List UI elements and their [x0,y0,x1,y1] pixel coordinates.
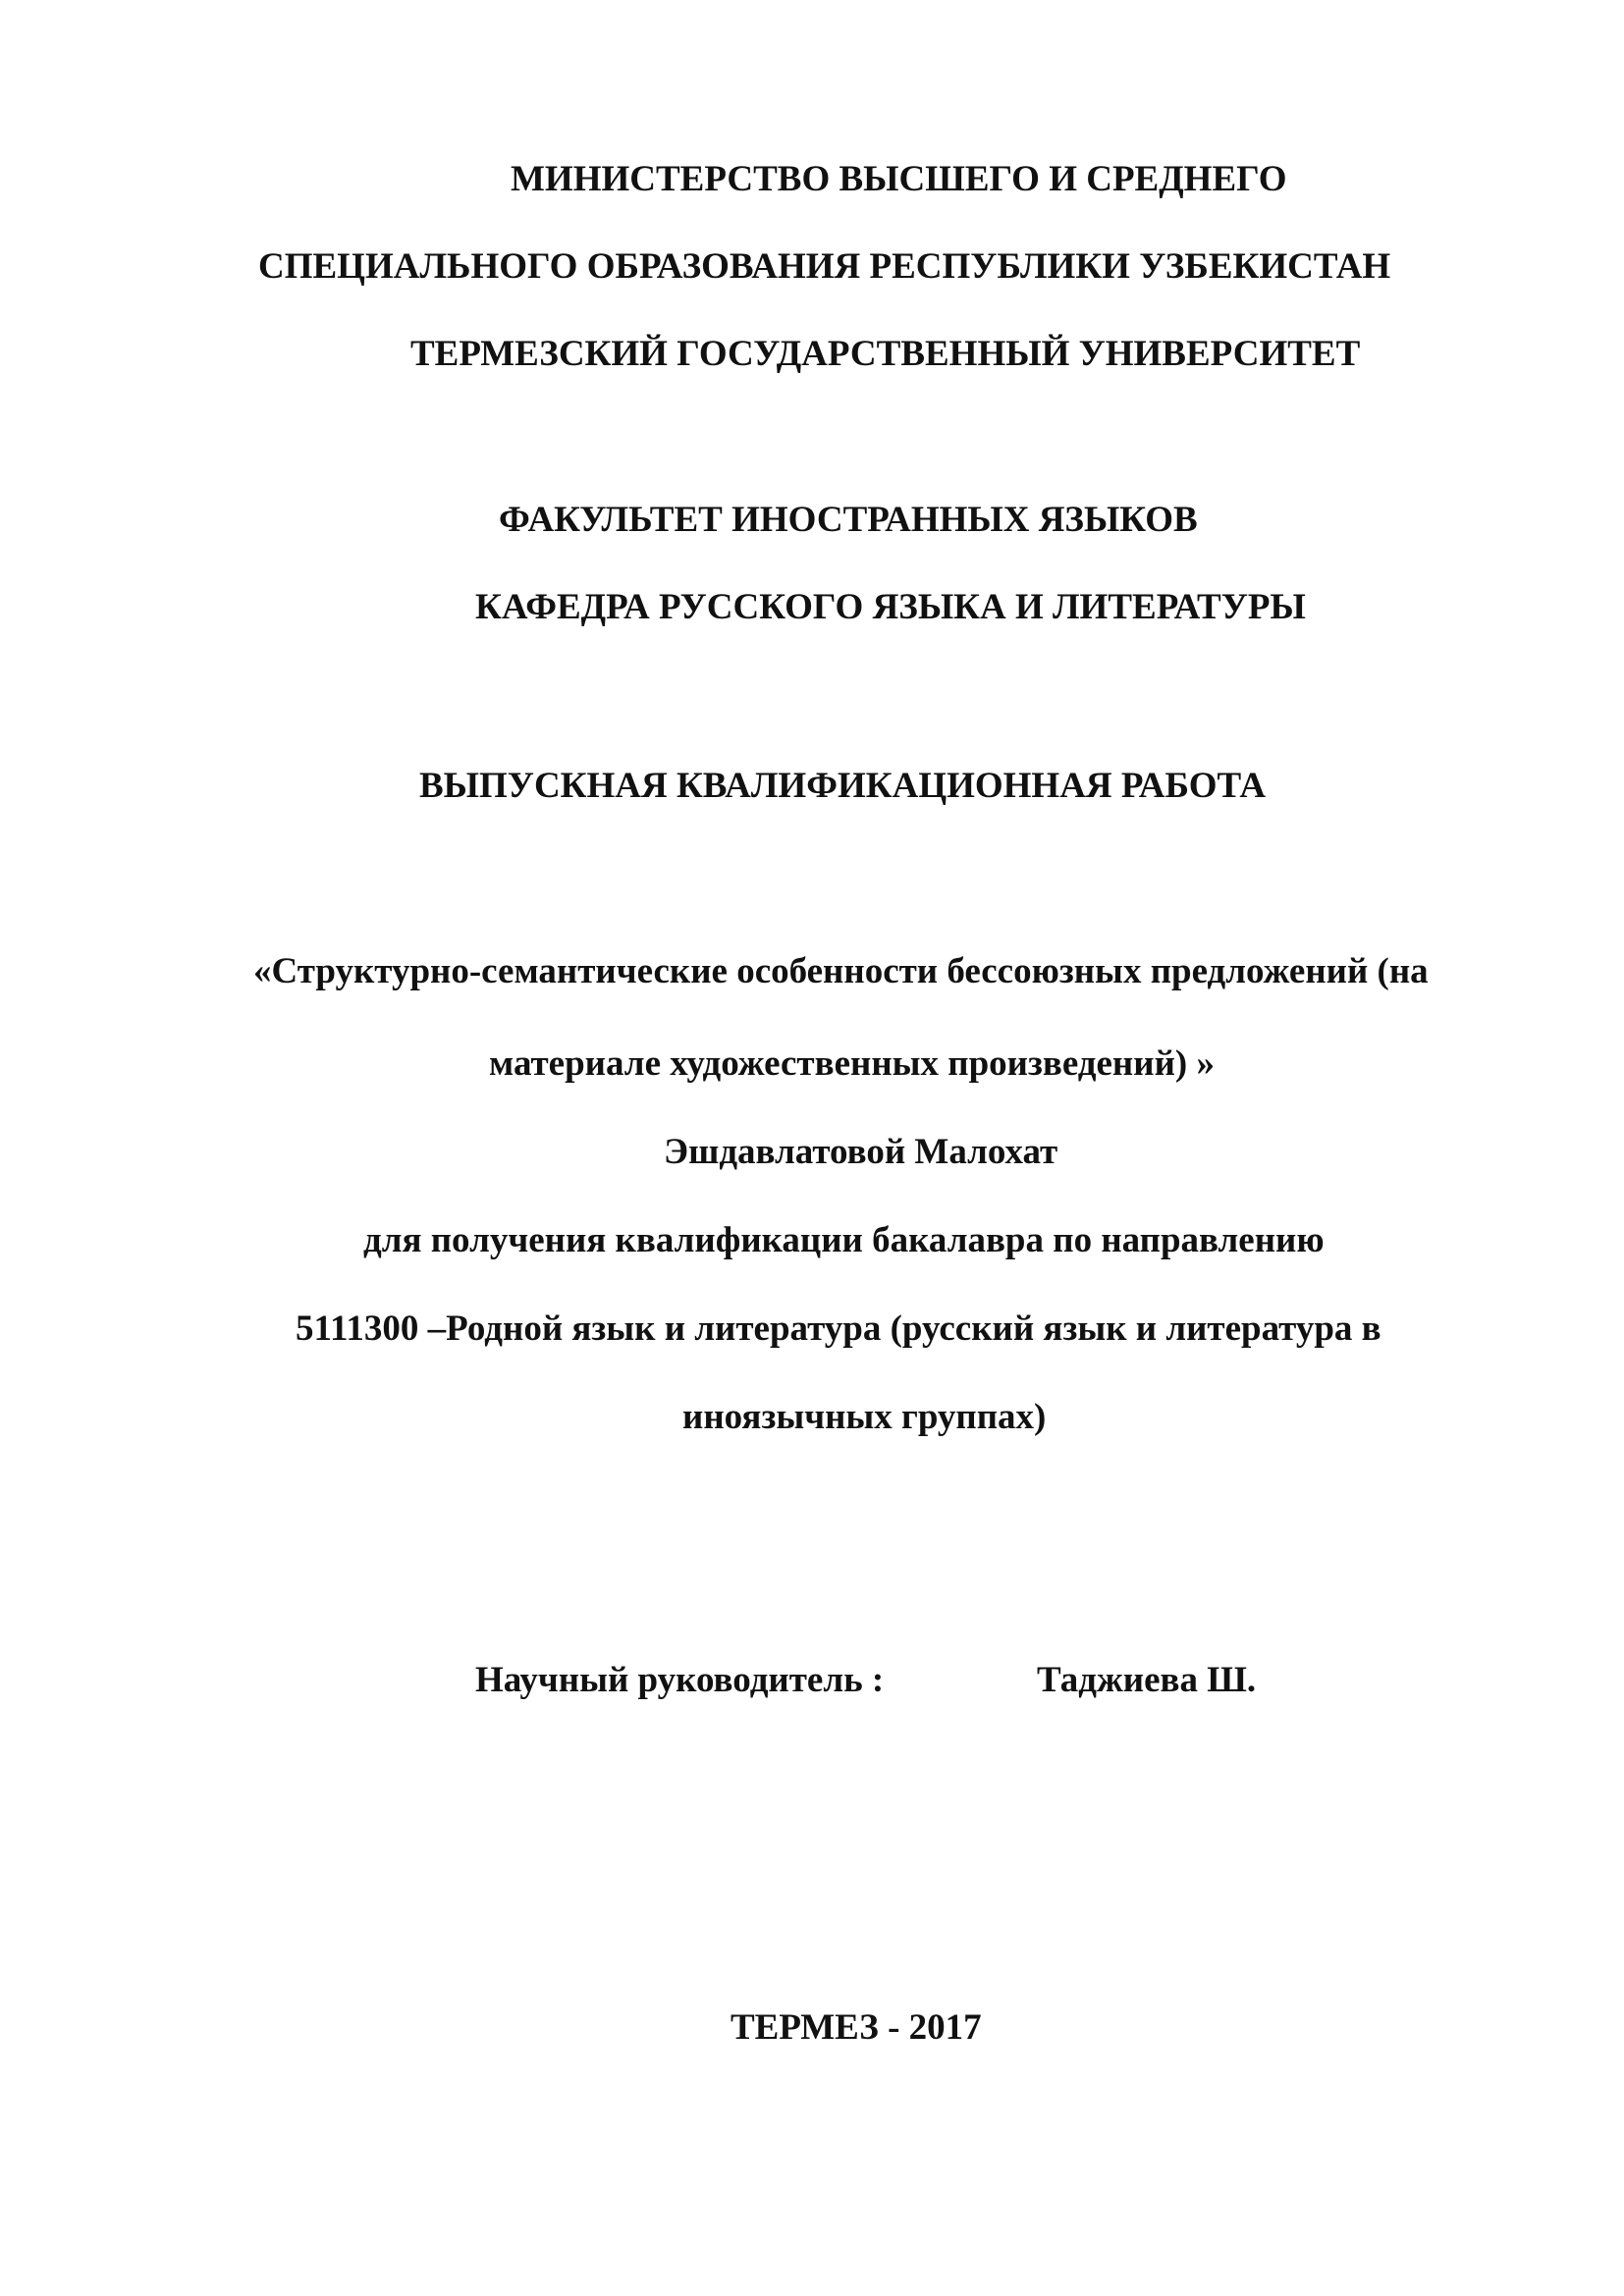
topic-line-2: материале художественных произведений) » [489,1043,1215,1084]
ministry-line-2: СПЕЦИАЛЬНОГО ОБРАЗОВАНИЯ РЕСПУБЛИКИ УЗБЕКИСТАН [258,246,1391,287]
qualification-line-2: 5111300 –Родной язык и литература (русский язык и литература в [296,1308,1381,1349]
topic-line-1: «Структурно-семантические особенности бессоюзных предложений (на [253,951,1429,991]
qualification-line-1: для получения квалификации бакалавра по направлению [363,1220,1325,1260]
department-name: КАФЕДРА РУССКОГО ЯЗЫКА И ЛИТЕРАТУРЫ [475,587,1306,627]
work-type-heading: ВЫПУСКНАЯ КВАЛИФИКАЦИОННАЯ РАБОТА [419,766,1267,806]
ministry-line-1: МИНИСТЕРСТВО ВЫСШЕГО И СРЕДНЕГО [511,159,1287,199]
university-name: ТЕРМЕЗСКИЙ ГОСУДАРСТВЕННЫЙ УНИВЕРСИТЕТ [410,334,1361,374]
supervisor-name: Таджиева Ш. [1037,1660,1257,1700]
city-year: ТЕРМЕЗ - 2017 [731,2007,982,2048]
author-name: Эшдавлатовой Малохат [664,1132,1058,1172]
qualification-line-3: иноязычных группах) [682,1397,1047,1437]
faculty-name: ФАКУЛЬТЕТ ИНОСТРАННЫХ ЯЗЫКОВ [499,500,1198,540]
supervisor-label: Научный руководитель : [475,1660,885,1700]
